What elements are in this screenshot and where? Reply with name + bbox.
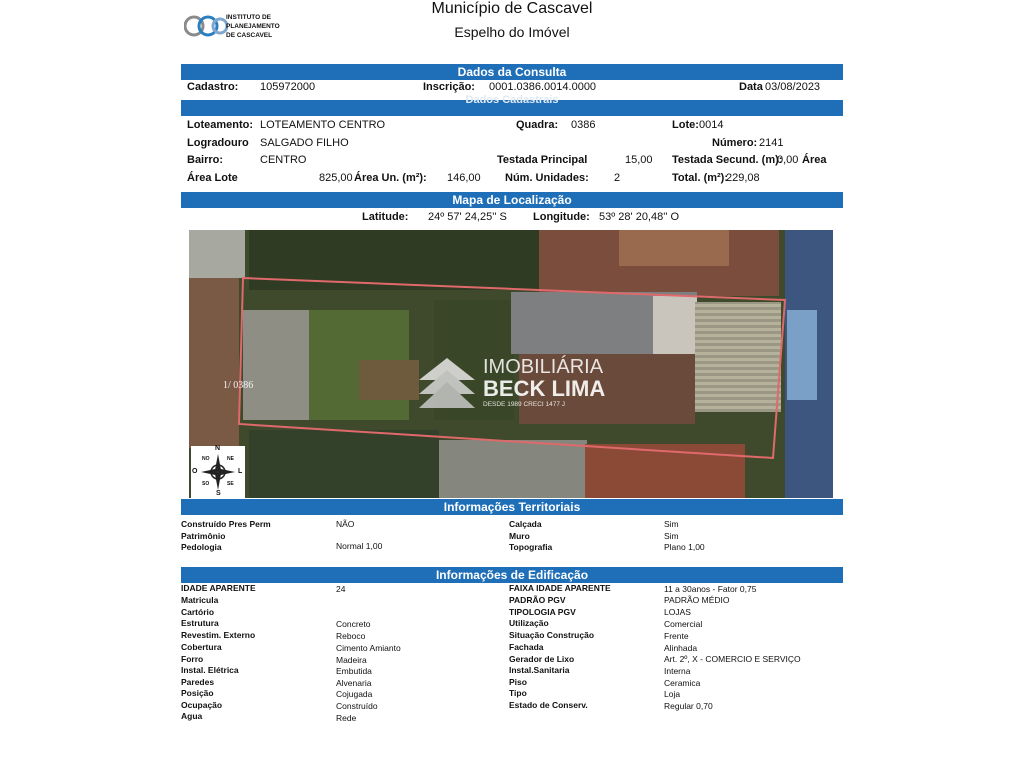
area-label-part1: Área xyxy=(802,154,827,166)
mapa-bar: Mapa de Localização xyxy=(181,192,843,208)
watermark-line-1: IMOBILIÁRIA xyxy=(483,356,604,378)
edificacao-value: Alinhada xyxy=(664,643,698,653)
testada-principal-value: 15,00 xyxy=(625,154,653,166)
edificacao-label: Revestim. Externo xyxy=(181,630,256,640)
territoriais-value: NÃO xyxy=(336,519,355,529)
page-subtitle: Espelho do Imóvel xyxy=(454,24,570,40)
latitude-value: 24º 57' 24,25'' S xyxy=(428,211,507,223)
edificacao-label: FAIXA IDADE APARENTE xyxy=(509,583,611,593)
edificacao-value: Construído xyxy=(336,701,378,711)
edificacao-label: Instal.Sanitaria xyxy=(509,665,570,675)
compass-ne: NE xyxy=(227,456,234,462)
lote-label: Lote: xyxy=(672,119,699,131)
edificacao-label: Cobertura xyxy=(181,642,222,652)
edificacao-label: Ocupação xyxy=(181,700,223,710)
compass-l: L xyxy=(238,468,243,475)
cadastro-label: Cadastro: xyxy=(187,81,239,93)
edificacao-value: Rede xyxy=(336,713,357,723)
parcel-label: 1/ 0386 xyxy=(223,380,254,391)
area-lote-value: 825,00 xyxy=(319,172,353,184)
territoriais-label: Patrimônio xyxy=(181,531,226,541)
edificacao-label: Situação Construção xyxy=(509,630,595,640)
bairro-label: Bairro: xyxy=(187,154,224,166)
edificacao-value: Interna xyxy=(664,666,691,676)
edificacao-value: Ceramica xyxy=(664,678,701,688)
testada-secund-value: 0,00 xyxy=(777,154,799,166)
total-value: 229,08 xyxy=(726,172,760,184)
cadastrais-bar xyxy=(181,94,843,116)
logo-text-line-3: DE CASCAVEL xyxy=(226,32,273,39)
edificacao-label: TIPOLOGIA PGV xyxy=(509,607,576,617)
edificacao-value: Alvenaria xyxy=(336,678,372,688)
compass-o: O xyxy=(192,468,198,475)
bairro-value: CENTRO xyxy=(260,154,307,166)
compass-so: SO xyxy=(202,481,210,487)
edificacao-label: Utilização xyxy=(509,618,549,628)
watermark-line-2: BECK LIMA xyxy=(483,376,606,401)
inscricao-label: Inscrição: xyxy=(423,81,475,93)
compass-no: NO xyxy=(202,456,210,462)
loteamento-label: Loteamento: xyxy=(187,119,253,131)
longitude-label: Longitude: xyxy=(533,211,590,223)
longitude-value: 53º 28' 20,48'' O xyxy=(599,211,680,223)
edificacao-label: Cartório xyxy=(181,607,215,617)
edificacao-label: Estrutura xyxy=(181,618,219,628)
territoriais-label: Calçada xyxy=(509,519,542,529)
edificacao-label: IDADE APARENTE xyxy=(181,583,256,593)
edificacao-label: Gerador de Lixo xyxy=(509,654,575,664)
edificacao-label: Paredes xyxy=(181,677,215,687)
edificacao-value: PADRÃO MÉDIO xyxy=(664,595,730,605)
edificacao-label: Agua xyxy=(181,711,203,721)
area-lote-label: Área Lote xyxy=(187,172,238,184)
edificacao-label: Forro xyxy=(181,654,204,664)
edificacao-label: Estado de Conserv. xyxy=(509,700,588,710)
page-title: Município de Cascavel xyxy=(431,0,593,17)
quadra-label: Quadra: xyxy=(516,119,559,131)
edificacao-label: Fachada xyxy=(509,642,544,652)
territoriais-value: Plano 1,00 xyxy=(664,542,705,552)
edificacao-label: Tipo xyxy=(509,688,527,698)
edificacao-value: Regular 0,70 xyxy=(664,701,713,711)
logradouro-label: Logradouro xyxy=(187,137,249,149)
testada-secund-label: Testada Secund. (m): xyxy=(672,154,783,166)
territoriais-label: Construído Pres Perm xyxy=(181,519,271,529)
edificacao-value: Madeira xyxy=(336,655,367,665)
loteamento-value: LOTEAMENTO CENTRO xyxy=(260,119,386,131)
edificacao-value: 11 a 30anos - Fator 0,75 xyxy=(664,584,757,594)
territoriais-label: Muro xyxy=(509,531,530,541)
logo-text-line-2: PLANEJAMENTO xyxy=(226,23,280,30)
edificacao-value: Cimento Amianto xyxy=(336,643,401,653)
territoriais-label: Topografia xyxy=(509,542,553,552)
beck-lima-watermark-icon xyxy=(419,358,475,408)
edificacao-value: Concreto xyxy=(336,619,371,629)
edificacao-value: 24 xyxy=(336,584,346,594)
num-unidades-label: Núm. Unidades: xyxy=(505,172,589,184)
edificacao-label: Instal. Elétrica xyxy=(181,665,239,675)
logo-text-line-1: INSTITUTO DE xyxy=(226,14,272,21)
data-label: Data xyxy=(739,81,763,93)
territoriais-bar: Informações Territoriais xyxy=(181,499,843,515)
inscricao-value: 0001.0386.0014.0000 xyxy=(489,81,597,93)
edificacao-value: Comercial xyxy=(664,619,703,629)
edificacao-value: Embutida xyxy=(336,666,372,676)
satellite-map xyxy=(189,230,833,498)
total-label: Total. (m²): xyxy=(672,172,729,184)
edificacao-value: LOJAS xyxy=(664,607,691,617)
compass-s: S xyxy=(216,490,221,497)
compass-n: N xyxy=(215,445,221,452)
lote-value: 0014 xyxy=(699,119,724,131)
edificacao-label: Matricula xyxy=(181,595,219,605)
edificacao-value: Loja xyxy=(664,689,681,699)
area-un-value: 146,00 xyxy=(447,172,481,184)
territoriais-value: Sim xyxy=(664,531,679,541)
numero-value: 2141 xyxy=(759,137,784,149)
edificacao-bar: Informações de Edificação xyxy=(181,567,843,583)
edificacao-value: Frente xyxy=(664,631,689,641)
territoriais-label: Pedologia xyxy=(181,542,222,552)
cadastrais-bar-title: Dados Cadastrais xyxy=(465,94,559,106)
numero-label: Número: xyxy=(712,137,758,149)
edificacao-value: Art. 2º, X - COMERCIO E SERVIÇO xyxy=(664,654,801,664)
edificacao-label: Piso xyxy=(509,677,527,687)
edificacao-value: Cojugada xyxy=(336,689,373,699)
testada-principal-label: Testada Principal xyxy=(497,154,588,166)
edificacao-label: PADRÃO PGV xyxy=(509,595,566,605)
edificacao-label: Posição xyxy=(181,688,214,698)
area-un-label: Área Un. (m²): xyxy=(354,172,427,184)
edificacao-value: Reboco xyxy=(336,631,366,641)
consulta-bar: Dados da Consulta xyxy=(181,64,843,80)
cadastro-value: 105972000 xyxy=(260,81,316,93)
data-value: 03/08/2023 xyxy=(765,81,821,93)
num-unidades-value: 2 xyxy=(614,172,621,184)
watermark-line-3: DESDE 1989 CRECI 1477 J xyxy=(483,401,566,408)
logradouro-value: SALGADO FILHO xyxy=(260,137,349,149)
quadra-value: 0386 xyxy=(571,119,596,131)
territoriais-value: Normal 1,00 xyxy=(336,541,383,551)
compass-se: SE xyxy=(227,481,234,487)
latitude-label: Latitude: xyxy=(362,211,409,223)
territoriais-value: Sim xyxy=(664,519,679,529)
